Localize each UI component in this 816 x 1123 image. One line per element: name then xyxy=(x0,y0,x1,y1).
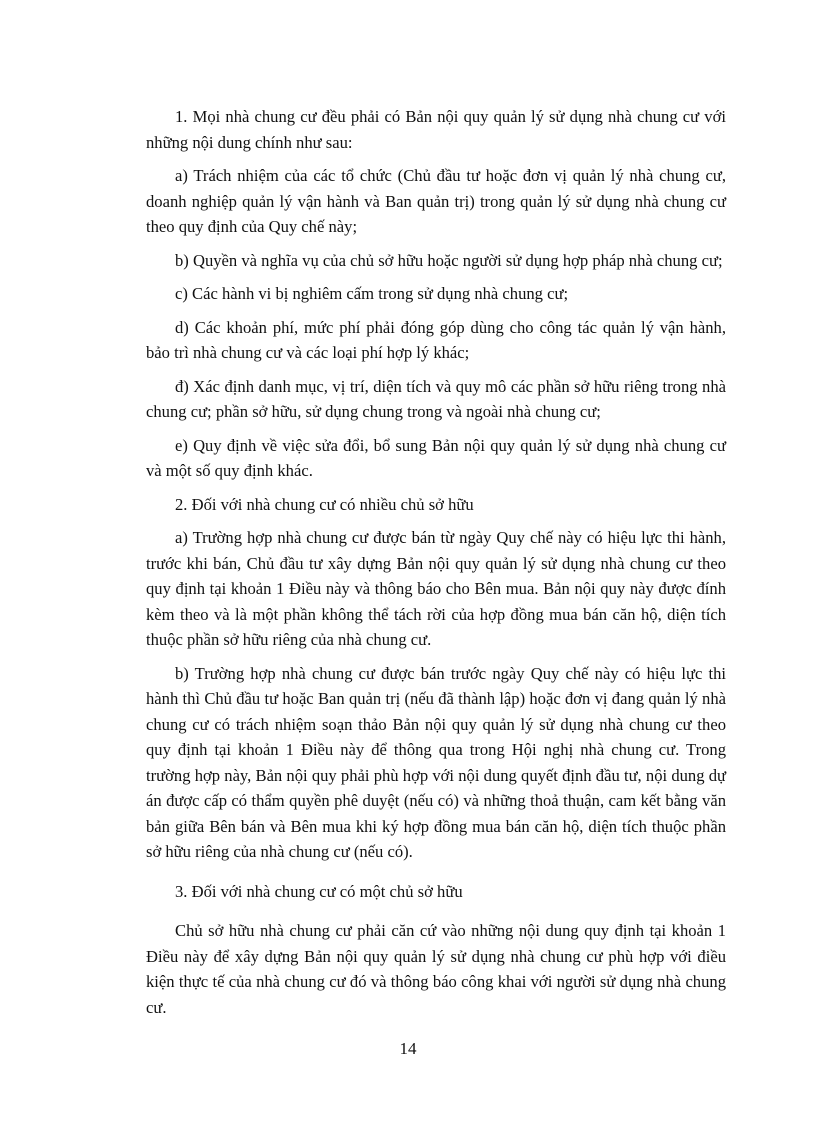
page-number: 14 xyxy=(399,1039,417,1058)
section-heading-2: 2. Đối với nhà chung cư có nhiều chủ sở hữu xyxy=(175,494,474,514)
document-body xyxy=(146,104,726,1028)
paragraph-1: 1. Mọi nhà chung cư đều phải có Bản nội quy quản lý sử dụng nhà chung cư với những nội dung chính như sau: xyxy=(146,107,726,152)
paragraph-2a: a) Trường hợp nhà chung cư được bán từ ngày Quy chế này có hiệu lực thi hành, trước khi bán, Chủ đầu tư xây dựng Bản nội quy quản lý sử dụng nhà chung cư theo quy định tại khoản 1 Điều này và thông báo cho Bên mua. Bản nội quy này được đính kèm theo và là một phần không thể tách rời của hợp đồng mua bán căn hộ, diện tích thuộc phần sở hữu riêng của nhà chung cư. xyxy=(146,528,726,649)
paragraph-1d: d) Các khoản phí, mức phí phải đóng góp dùng cho công tác quản lý vận hành, bảo trì nhà chung cư và các loại phí hợp lý khác; xyxy=(146,317,726,362)
paragraph-1dd: đ) Xác định danh mục, vị trí, diện tích và quy mô các phần sở hữu riêng trong nhà chung cư; phần sở hữu, sử dụng chung trong và ngoài nhà chung cư; xyxy=(146,376,726,421)
section-heading-3: 3. Đối với nhà chung cư có một chủ sở hữu xyxy=(175,881,463,901)
paragraph-2b: b) Trường hợp nhà chung cư được bán trước ngày Quy chế này có hiệu lực thi hành thì Chủ đầu tư hoặc Ban quản trị (nếu đã thành lập) hoặc đơn vị đang quản lý nhà chung cư có trách nhiệm soạn thảo Bản nội quy quản lý sử dụng nhà chung cư theo quy định tại khoản 1 Điều này để thông qua trong Hội nghị nhà chung cư. Trong trường hợp này, Bản nội quy phải phù hợp với nội dung quyết định đầu tư, nội dung dự án được cấp có thẩm quyền phê duyệt (nếu có) và những thoả thuận, cam kết bằng văn bản giữa Bên bán và Bên mua khi ký hợp đồng mua bán căn hộ, diện tích thuộc phần sở hữu riêng của nhà chung cư (nếu có). xyxy=(146,663,726,861)
paragraph-1b: b) Quyền và nghĩa vụ của chủ sở hữu hoặc người sử dụng hợp pháp nhà chung cư; xyxy=(175,250,723,270)
paragraph-1c: c) Các hành vi bị nghiêm cấm trong sử dụng nhà chung cư; xyxy=(175,284,569,303)
paragraph-1e: e) Quy định về việc sửa đổi, bổ sung Bản nội quy quản lý sử dụng nhà chung cư và một số quy định khác. xyxy=(146,435,726,480)
paragraph-1a: a) Trách nhiệm của các tổ chức (Chủ đầu tư hoặc đơn vị quản lý nhà chung cư, doanh nghiệp quản lý vận hành và Ban quản trị) trong quản lý sử dụng nhà chung cư theo quy định của Quy chế này; xyxy=(146,166,726,236)
paragraph-3: Chủ sở hữu nhà chung cư phải căn cứ vào những nội dung quy định tại khoản 1 Điều này để xây dựng Bản nội quy quản lý sử dụng nhà chung cư phù hợp với điều kiện thực tế của nhà chung cư đó và thông báo công khai với người sử dụng nhà chung cư. xyxy=(146,921,726,1017)
